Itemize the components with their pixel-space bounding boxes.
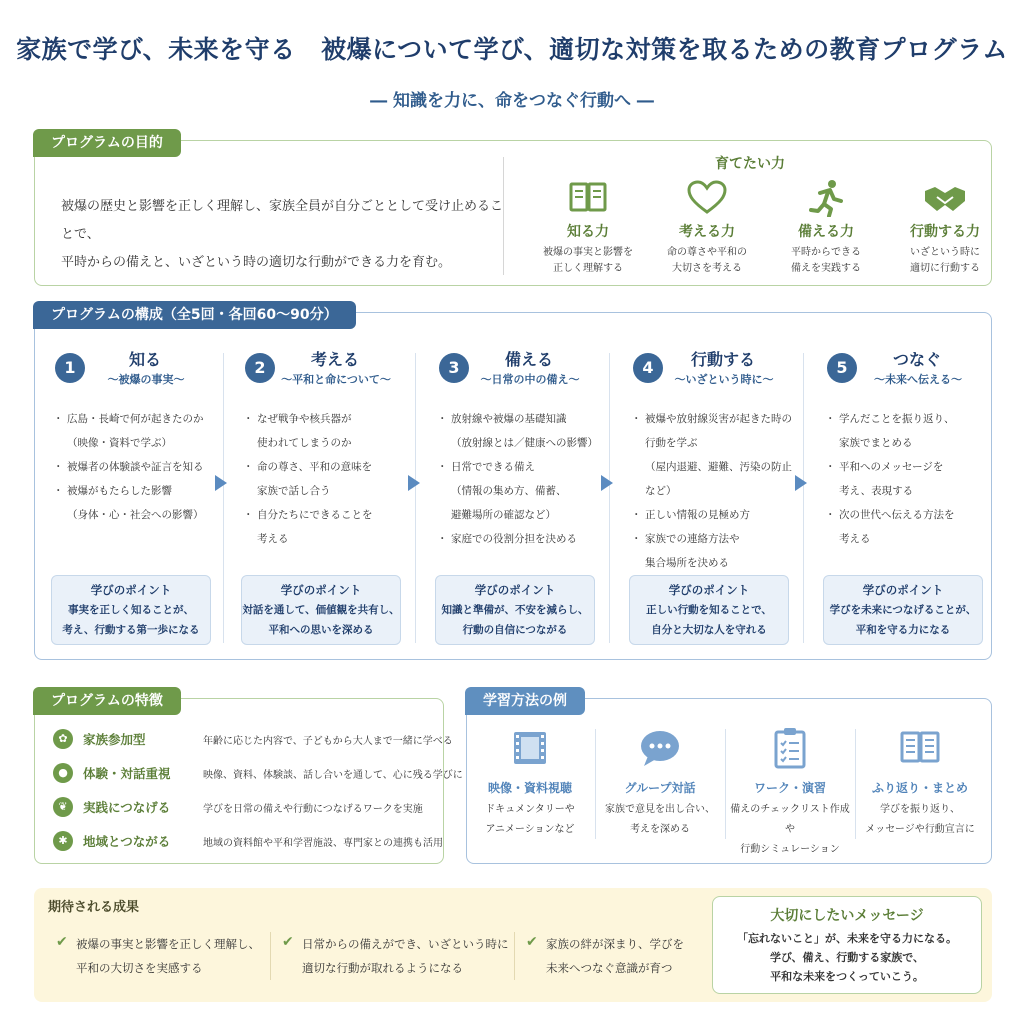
method-separator [595,729,596,839]
step-item: ・ 家庭での役割分担を決める [437,527,605,551]
step-item: 家族でまとめる [839,437,913,449]
purpose-divider [503,157,504,275]
step-name: 行動する [690,350,755,369]
feature-name: 地域とつながる [83,834,171,849]
speech-bubble-icon [597,725,723,771]
step-3 [425,343,601,649]
method-name: 映像・資料視聴 [487,781,572,795]
step-item: ・ 学んだことを振り返り、 [825,407,993,431]
step-number: 4 [633,353,663,383]
skills-title: 育てたい力 [715,156,785,172]
step-item: （屋内退避、避難、汚染の防止など） [645,461,792,497]
method-item [857,725,983,840]
step-separator [609,353,610,643]
learning-point: 学びのポイント 正しい行動を知ることで、 自分と大切な人を守れる [629,575,789,645]
feature-name: 体験・対話重視 [83,766,171,781]
step-item: ・ 被爆がもたらした影響 [53,479,221,503]
feature-desc: 学びを日常の備えや行動につなげるワークを実施 [203,804,423,815]
step-item: ・ 命の尊さ、平和の意味を [243,455,411,479]
method-item [727,725,853,860]
skill-desc: 平時からできる 備えを実践する [791,247,861,274]
step-item: （情報の集め方、備蓄、 [451,485,567,497]
step-items [825,407,993,551]
step-2 [231,343,407,649]
feature-desc: 地域の資料館や平和学習施設、専門家との連携も活用 [203,838,443,849]
check-icon: ✔ [526,934,538,950]
step-item: 家族で話し合う [257,485,331,497]
runner-icon [767,179,885,217]
arrow-right-icon [795,475,807,491]
checklist-icon [727,725,853,771]
methods-tab: 学習方法の例 [465,687,585,715]
method-item [597,725,723,840]
handshake-icon [886,179,1004,217]
community-icon: ✱ [53,831,73,851]
purpose-desc-line2: 平時からの備えと、いざという時の適切な行動ができる力を育む。 [61,255,452,270]
step-item: ・ なぜ戦争や核兵器が [243,407,411,431]
chat-icon: ● [53,763,73,783]
method-item [467,725,593,840]
method-separator [855,729,856,839]
step-item: （身体・心・社会への影響） [67,509,204,521]
step-item: 使われてしまうのか [257,437,352,449]
arrow-right-icon [408,475,420,491]
step-number: 2 [245,353,275,383]
arrow-right-icon [215,475,227,491]
step-item: 考える [839,533,871,545]
learning-point-label: 学びのポイント [474,583,556,597]
skill-think [648,179,766,277]
step-item: 行動を学ぶ [645,437,698,449]
method-name: ふり返り・まとめ [871,781,968,795]
method-separator [725,729,726,839]
book-icon [529,179,647,217]
outcomes-section: 期待される成果 ✔ 被爆の事実と影響を正しく理解し、 平和の大切さを実感する ✔ 日常からの備えができ、いざという時に 適切な行動が取れるようになる ✔ 家族の絆が深まり、学びを 未来へつなぐ意識が育つ 大切にしたいメッセージ 「忘れないこと」が、未来を守る力になる。 学び、備え、行動する家族で、 平和な未来をつくっていこう。 [34,888,992,1002]
step-items [631,407,799,575]
step-name: 知る [128,350,161,369]
step-item: ・ 被爆者の体験談や証言を知る [53,455,221,479]
learning-point-label: 学びのポイント [862,583,944,597]
feature-item [53,761,463,785]
learning-point-label: 学びのポイント [280,583,362,597]
key-message-text: 「忘れないこと」が、未来を守る力になる。 学び、備え、行動する家族で、 平和な未来をつくっていこう。 [737,932,957,983]
outcome-separator [514,932,515,980]
step-item: 考え、表現する [839,485,914,497]
outcome-separator [270,932,271,980]
method-name: ワーク・演習 [753,781,826,795]
step-item: ・ 平和へのメッセージを [825,455,993,479]
step-separator [223,353,224,643]
purpose-desc-line1: 被爆の歴史と影響を正しく理解し、家族全員が自分ごととして受け止めることで、 [61,199,504,242]
learning-point-label: 学びのポイント [90,583,172,597]
step-name: つなぐ [892,350,941,369]
feature-item [53,829,443,853]
step-number: 5 [827,353,857,383]
skill-name: 行動する力 [910,224,980,240]
step-item: ・ 広島・長崎で何が起きたのか [53,407,221,431]
page-title: 家族で学び、未来を守る 被爆について学び、適切な対策を取るための教育プログラム [16,35,1008,64]
step-name: 考える [310,350,359,369]
film-icon [467,725,593,771]
leaf-icon: ❦ [53,797,73,817]
step-4 [619,343,795,649]
skill-prepare [767,179,885,277]
step-separator [803,353,804,643]
step-subtitle: 〜被爆の事実〜 [107,373,185,386]
purpose-tab: プログラムの目的 [33,129,181,157]
feature-desc: 映像、資料、体験談、話し合いを通して、心に残る学びに [203,770,463,781]
step-item: 考える [257,533,289,545]
purpose-section [34,135,992,286]
step-number: 3 [439,353,469,383]
step-item: ・ 次の世代へ伝える方法を [825,503,993,527]
step-item: ・ 自分たちにできることを [243,503,411,527]
skill-desc: 被爆の事実と影響を 正しく理解する [543,247,633,274]
methods-section [466,693,992,864]
features-section [34,693,463,864]
step-item: ・ 被爆や放射線災害が起きた時の [631,407,799,431]
feature-item [53,795,443,819]
check-icon: ✔ [56,934,68,950]
skill-act [886,179,1004,277]
learning-point: 学びのポイント 事実を正しく知ることが、 考え、行動する第一歩になる [51,575,211,645]
step-subtitle: 〜平和と命について〜 [281,373,391,386]
step-subtitle: 〜未来へ伝える〜 [874,373,962,386]
skill-desc: 命の尊さや平和の 大切さを考える [667,247,747,274]
structure-section [34,307,992,660]
structure-tab: プログラムの構成（全5回・各回60〜90分） [33,301,356,329]
arrow-right-icon [601,475,613,491]
method-name: グループ対話 [624,781,696,795]
skill-know [529,179,647,277]
step-item: 集合場所を決める [645,557,729,569]
page-subtitle: ― 知識を力に、命をつなぐ行動へ ― [370,91,654,111]
feature-name: 実践につなげる [83,800,171,815]
key-message-box [712,896,982,994]
learning-point-label: 学びのポイント [668,583,750,597]
family-icon: ✿ [53,729,73,749]
learning-point: 学びのポイント 対話を通して、価値観を共有し、 平和への思いを深める [241,575,401,645]
step-5 [813,343,989,649]
step-item: ・ 家族での連絡方法や [631,527,799,551]
step-items [437,407,605,551]
step-name: 備える [504,350,553,369]
feature-name: 家族参加型 [83,732,146,747]
check-icon: ✔ [282,934,294,950]
feature-item [53,727,453,751]
outcomes-title: 期待される成果 [48,900,140,915]
key-message-title: 大切にしたいメッセージ [770,908,924,924]
features-tab: プログラムの特徴 [33,687,181,715]
step-item: ・ 放射線や被爆の基礎知識 [437,407,605,431]
step-items [243,407,411,551]
step-separator [415,353,416,643]
step-item: （映像・資料で学ぶ） [67,437,172,449]
step-items [53,407,221,527]
skill-name: 考える力 [679,224,735,240]
step-subtitle: 〜いざという時に〜 [674,373,774,386]
method-desc: 学びを振り返り、 メッセージや行動宣言に [865,804,975,835]
step-item: ・ 正しい情報の見極め方 [631,503,799,527]
method-desc: 備えのチェックリスト作成や 行動シミュレーション [730,804,850,855]
open-book-icon [857,725,983,771]
method-desc: ドキュメンタリーや アニメーションなど [485,804,575,835]
purpose-description [61,193,511,277]
step-1 [41,343,217,649]
skill-desc: いざという時に 適切に行動する [910,247,980,274]
step-item: （放射線とは／健康への影響） [451,437,598,449]
step-number: 1 [55,353,85,383]
method-desc: 家族で意見を出し合い、 考えを深める [605,804,715,835]
learning-point: 学びのポイント 知識と準備が、不安を減らし、 行動の自信につながる [435,575,595,645]
skill-name: 知る力 [567,224,609,240]
skill-name: 備える力 [798,224,854,240]
step-item: ・ 日常でできる備え [437,455,605,479]
step-item: 避難場所の確認など） [451,509,556,521]
step-subtitle: 〜日常の中の備え〜 [480,373,580,386]
learning-point: 学びのポイント 学びを未来につなげることが、 平和を守る力になる [823,575,983,645]
heart-icon [648,179,766,217]
feature-desc: 年齢に応じた内容で、子どもから大人まで一緒に学べる [203,736,453,747]
